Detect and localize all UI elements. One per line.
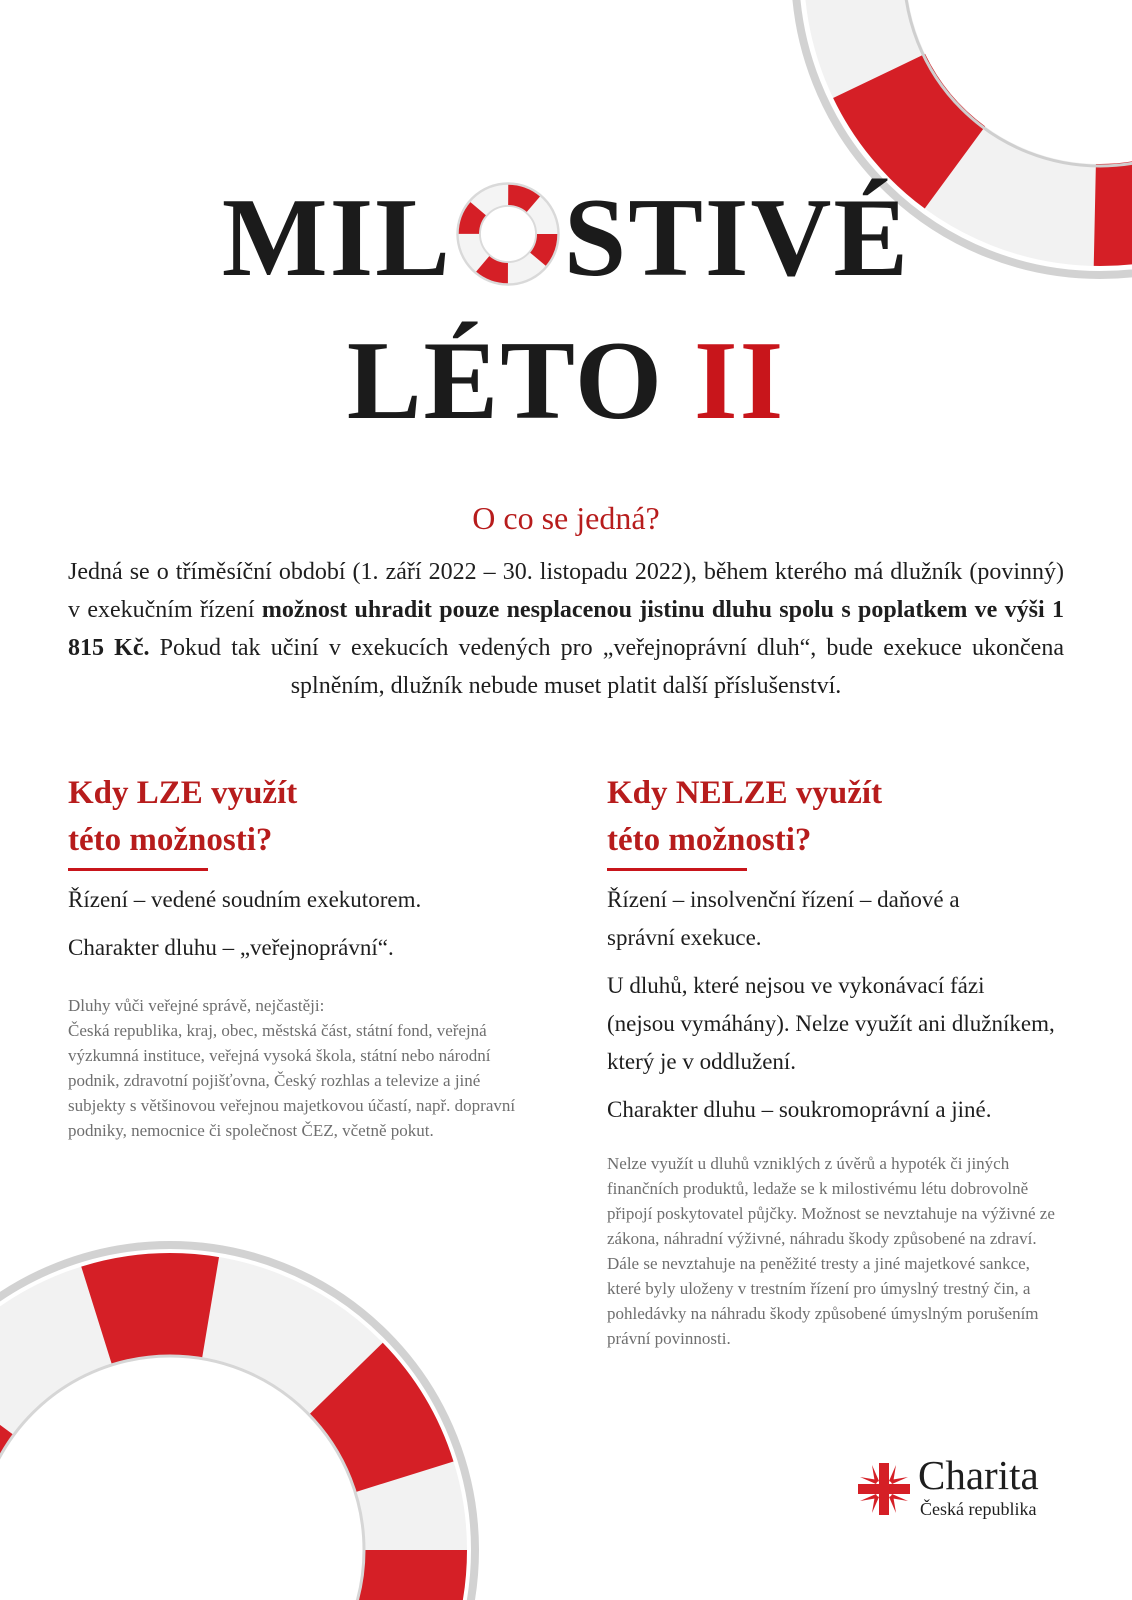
lze-heading-post: využít [202,775,298,811]
intro-heading: O co se jedná? [472,500,660,536]
nelze-heading-pre: Kdy [607,775,676,811]
charita-logo-subtitle: Česká republika [920,1499,1037,1519]
charita-logo [856,1452,1066,1523]
nelze-note: Nelze využít u dluhů vzniklých z úvěrů a hypoték či jiných finančních produktů, ledaže se k milostivému létu dobrovolně připojí poskytovatel půjčky. Možnost se nevztahuje na výživné ze zákona, náhradní výživné, náhradu škody způsobené na zdraví. Dále se nevztahuje na peněžité tresty a jiné majetkové sankce, které byly uloženy v trestním řízení pro úmyslný trestný čin, a pohledávky na náhradu škody způsobené úmyslným porušením právní povinnosti. [607,1154,1055,1348]
title-line-1 [0,176,1132,300]
charita-cross-icon [856,1461,912,1517]
title-text-roman: II [694,319,786,443]
nelze-heading-bold: NELZE [675,775,788,811]
column-lze [68,770,538,1143]
column-nelze [607,770,1077,1351]
intro-text-bold: možnost uhradit pouze nesplacenou jistinu dluhu spolu s poplatkem ve výši 1 815 Kč. [68,597,1064,661]
intro-paragraph [68,553,1064,705]
title-text-leto: LÉTO [346,319,695,443]
title-line-2 [0,319,1132,443]
lifebuoy-bottom-left-icon [0,1220,500,1600]
nelze-heading [607,770,1077,864]
lze-item: Charakter dluhu – „veřejnoprávní“. [68,935,394,960]
lze-heading-underline [68,868,208,871]
lze-heading-pre: Kdy [68,775,137,811]
lze-note: Dluhy vůči veřejné správě, nejčastěji: Česká republika, kraj, obec, městská část, státní fond, veřejná výzkumná instituce, veřejná vysoká škola, státní nebo národní podnik, zdravotní pojišťovna, Český rozhlas a televize a jiné subjekty s většinovou veřejnou majetkovou účastí, např. dopravní podniky, nemocnice či společnost ČEZ, včetně pokut. [68,996,516,1140]
nelze-heading-line2: této možnosti? [607,822,812,858]
nelze-item: Řízení – insolvenční řízení – daňové a správní exekuce. [607,887,960,950]
nelze-item: Charakter dluhu – soukromoprávní a jiné. [607,1097,992,1122]
lifebuoy-icon [450,176,566,292]
intro-text-part2: Pokud tak učiní v exekucích vedených pro „veřejnoprávní dluh“, bude exekuce ukončena splněním, dlužník nebude muset platit další příslušenství. [149,635,1064,699]
charita-logo-name: Charita [918,1452,1039,1498]
lze-heading-line2: této možnosti? [68,822,273,858]
lze-heading [68,770,538,864]
title-text-stive: STIVÉ [563,176,911,300]
title-text-mil: MIL [221,176,452,300]
nelze-item: U dluhů, které nejsou ve vykonávací fázi (nejsou vymáhány). Nelze využít ani dlužníkem, který je v oddlužení. [607,973,1055,1074]
lze-item: Řízení – vedené soudním exekutorem. [68,887,422,912]
nelze-heading-underline [607,868,747,871]
lze-heading-bold: LZE [136,775,203,811]
intro-text-part1: Jedná se o tříměsíční období (1. září 2022 – 30. listopadu 2022), během kterého má dlužník (povinný) v exekučním řízení [68,559,1064,623]
nelze-heading-post: využít [787,775,883,811]
